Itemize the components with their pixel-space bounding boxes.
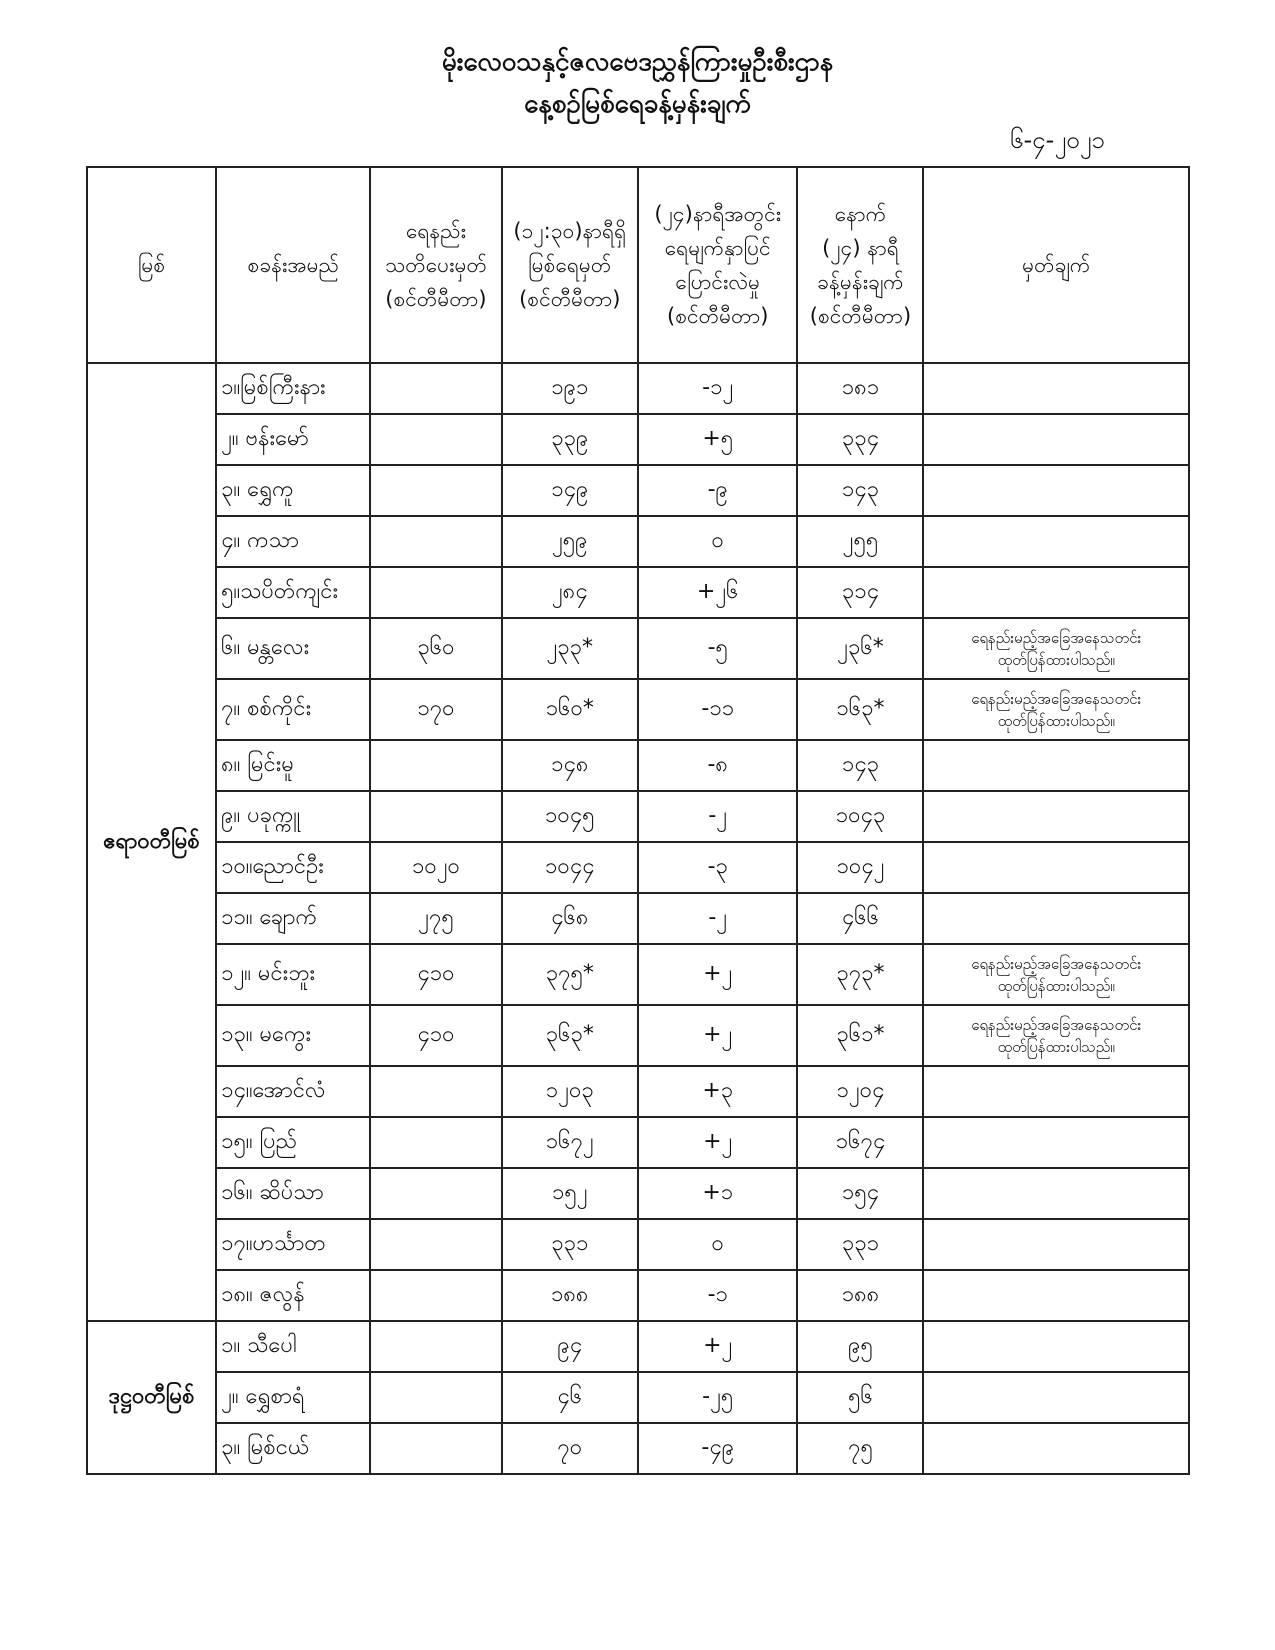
danger-level-cell [370,465,501,516]
header-line: (၂၄) နာရီ [822,236,899,260]
danger-level-cell [370,414,501,465]
forecast-cell: ၂၅၅ [797,516,923,567]
change-cell: +၂၆ [638,567,798,618]
remark-cell [923,414,1189,465]
remark-cell [923,1321,1189,1372]
table-row [87,1321,1189,1372]
observed-level-cell: ၂၈၄ [502,567,638,618]
danger-level-cell: ၁၀၂၀ [370,842,501,893]
forecast-cell: ၁၄၃ [797,465,923,516]
remark-cell [923,618,1189,679]
header-line: (၁၂:၃၀)နာရီရှိ [513,219,627,243]
station-name-cell: ၆။ မန္တလေး [216,618,370,679]
danger-level-cell: ၃၆၀ [370,618,501,679]
change-cell: +၂ [638,944,798,1005]
remark-cell [923,516,1189,567]
table-row [87,567,1189,618]
station-name-cell: ၄။ ကသာ [216,516,370,567]
header-line: ပြောင်းလဲမှု [675,270,761,294]
forecast-cell: ၁၀၄၂ [797,842,923,893]
station-name-cell: ၇။ စစ်ကိုင်း [216,679,370,740]
forecast-cell: ၁၈၁ [797,363,923,414]
forecast-cell: ၃၇၃* [797,944,923,1005]
header-line: (စင်တီမီတာ) [667,304,769,328]
header-danger-level [370,167,501,363]
header-line: နောက် [834,202,887,226]
table-row [87,1168,1189,1219]
remark-cell [923,1372,1189,1423]
remark-cell [923,893,1189,944]
observed-level-cell: ၇၀ [502,1423,638,1474]
table-row [87,944,1189,1005]
river-name-cell: ဧရာဝတီမြစ် [87,363,216,1321]
table-row [87,414,1189,465]
remark-cell [923,1219,1189,1270]
change-cell: +၂ [638,1005,798,1066]
remark-cell [923,791,1189,842]
observed-level-cell: ၂၃၃* [502,618,638,679]
danger-level-cell [370,363,501,414]
observed-level-cell: ၃၇၅* [502,944,638,1005]
danger-level-cell [370,1270,501,1321]
remark-line: ရေနည်းမည့်အခြေအနေသတင်း [971,954,1142,973]
table-row [87,679,1189,740]
header-line: စခန်းအမည် [247,253,339,277]
table-row [87,740,1189,791]
forecast-cell: ၁၀၄၃ [797,791,923,842]
remark-cell [923,465,1189,516]
page-subtitle: နေ့စဉ်မြစ်ရေခန့်မှန်းချက် [524,89,751,119]
table-row [87,1372,1189,1423]
observed-level-cell: ၂၅၉ [502,516,638,567]
change-cell: -၁ [638,1270,798,1321]
change-cell: -၁၁ [638,679,798,740]
header-line: ရေနည်း [405,219,466,243]
forecast-cell: ၁၆၇၄ [797,1117,923,1168]
observed-level-cell: ၁၀၄၄ [502,842,638,893]
header-24h-change [638,167,798,363]
forecast-cell: ၄၆၆ [797,893,923,944]
header-line: မြစ် [137,253,166,277]
table-row [87,363,1189,414]
danger-level-cell: ၂၇၅ [370,893,501,944]
change-cell: -၂ [638,893,798,944]
station-name-cell: ၃။ ရွှေကူ [216,465,370,516]
table-row [87,618,1189,679]
table-row [87,893,1189,944]
remark-cell [923,1005,1189,1066]
station-name-cell: ၅။သပိတ်ကျင်း [216,567,370,618]
remark-line: ရေနည်းမည့်အခြေအနေသတင်း [971,628,1142,647]
station-name-cell: ၁၀။ညောင်ဦး [216,842,370,893]
observed-level-cell: ၁၄၉ [502,465,638,516]
observed-level-cell: ၁၈၈ [502,1270,638,1321]
danger-level-cell: ၄၁၀ [370,944,501,1005]
remark-cell [923,679,1189,740]
change-cell: -၂၅ [638,1372,798,1423]
danger-level-cell [370,1117,501,1168]
danger-level-cell [370,516,501,567]
station-name-cell: ၁၅။ ပြည် [216,1117,370,1168]
station-name-cell: ၉။ ပခုက္ကူ [216,791,370,842]
change-cell: +၂ [638,1321,798,1372]
danger-level-cell [370,1066,501,1117]
forecast-cell: ၁၄၃ [797,740,923,791]
observed-level-cell: ၁၆၇၂ [502,1117,638,1168]
danger-level-cell [370,1219,501,1270]
header-24h-forecast [797,167,923,363]
header-observed-level [502,167,638,363]
observed-level-cell: ၃၃၁ [502,1219,638,1270]
table-row [87,1219,1189,1270]
table-row [87,1423,1189,1474]
table-row [87,1117,1189,1168]
header-station [216,167,370,363]
change-cell: +၃ [638,1066,798,1117]
danger-level-cell [370,567,501,618]
danger-level-cell [370,1372,501,1423]
river-forecast-table [86,166,1190,1475]
station-name-cell: ၁။မြစ်ကြီးနား [216,363,370,414]
observed-level-cell: ၃၆၃* [502,1005,638,1066]
table-row [87,465,1189,516]
table-row [87,1270,1189,1321]
table-row [87,791,1189,842]
remark-line: ထုတ်ပြန်ထားပါသည်။ [997,976,1115,995]
forecast-cell: ၁၂၀၄ [797,1066,923,1117]
danger-level-cell [370,740,501,791]
remark-cell [923,1168,1189,1219]
observed-level-cell: ၁၅၂ [502,1168,638,1219]
observed-level-cell: ၁၄၈ [502,740,638,791]
report-date: ၆-၄-၂၀၂၁ [1010,126,1105,154]
change-cell: ၀ [638,516,798,567]
forecast-cell: ၁၆၃* [797,679,923,740]
change-cell: -၂ [638,791,798,842]
river-name-cell: ဒုဋ္ဌဝတီမြစ် [87,1321,216,1474]
remark-cell [923,740,1189,791]
table-row [87,842,1189,893]
danger-level-cell: ၄၁၀ [370,1005,501,1066]
forecast-cell: ၃၆၁* [797,1005,923,1066]
change-cell: +၂ [638,1117,798,1168]
change-cell: +၁ [638,1168,798,1219]
remark-cell [923,1117,1189,1168]
observed-level-cell: ၁၂၀၃ [502,1066,638,1117]
observed-level-cell: ၉၄ [502,1321,638,1372]
remark-cell [923,1423,1189,1474]
remark-line: ထုတ်ပြန်ထားပါသည်။ [997,711,1115,730]
station-name-cell: ၁၆။ ဆိပ်သာ [216,1168,370,1219]
danger-level-cell: ၁၇၀ [370,679,501,740]
table-row [87,1066,1189,1117]
station-name-cell: ၂။ ရွှေစာရံ [216,1372,370,1423]
observed-level-cell: ၄၆၈ [502,893,638,944]
observed-level-cell: ၄၆ [502,1372,638,1423]
table-row [87,1005,1189,1066]
remark-cell [923,944,1189,1005]
change-cell: -၅ [638,618,798,679]
station-name-cell: ၁၈။ ဇလွန် [216,1270,370,1321]
station-name-cell: ၁၂။ မင်းဘူး [216,944,370,1005]
forecast-cell: ၃၁၄ [797,567,923,618]
remark-cell [923,567,1189,618]
observed-level-cell: ၁၆၀* [502,679,638,740]
station-name-cell: ၁၄။အောင်လံ [216,1066,370,1117]
remark-line: ရေနည်းမည့်အခြေအနေသတင်း [971,1015,1142,1034]
station-name-cell: ၁၃။ မကွေး [216,1005,370,1066]
header-line: ခန့်မှန်းချက် [817,270,904,294]
station-name-cell: ၈။ မြင်းမူ [216,740,370,791]
forecast-cell: ၁၅၄ [797,1168,923,1219]
table-body [87,363,1189,1474]
header-line: မှတ်ချက် [1022,253,1091,277]
header-line: မြစ်ရေမှတ် [528,253,612,277]
header-line: (၂၄)နာရီအတွင်း [654,202,782,226]
danger-level-cell [370,791,501,842]
forecast-cell: ၉၅ [797,1321,923,1372]
station-name-cell: ၁၇။ဟင်္သာတ [216,1219,370,1270]
header-river [87,167,216,363]
header-line: (စင်တီမီတာ) [385,287,487,311]
forecast-cell: ၂၃၆* [797,618,923,679]
observed-level-cell: ၁၉၁ [502,363,638,414]
remark-line: ရေနည်းမည့်အခြေအနေသတင်း [971,689,1142,708]
danger-level-cell [370,1423,501,1474]
header-remarks [923,167,1189,363]
station-name-cell: ၁၁။ ချောက် [216,893,370,944]
forecast-cell: ၁၈၈ [797,1270,923,1321]
forecast-cell: ၃၃၁ [797,1219,923,1270]
header-line: သတိပေးမှတ် [384,253,487,277]
change-cell: -၃ [638,842,798,893]
table-header-row [87,167,1189,363]
remark-cell [923,363,1189,414]
header-line: (စင်တီမီတာ) [519,287,621,311]
danger-level-cell [370,1321,501,1372]
station-name-cell: ၃။ မြစ်ငယ် [216,1423,370,1474]
station-name-cell: ၂။ ဗန်းမော် [216,414,370,465]
forecast-cell: ၇၅ [797,1423,923,1474]
observed-level-cell: ၃၃၉ [502,414,638,465]
change-cell: -၈ [638,740,798,791]
observed-level-cell: ၁၀၄၅ [502,791,638,842]
table-row [87,516,1189,567]
remark-cell [923,842,1189,893]
danger-level-cell [370,1168,501,1219]
forecast-cell: ၅၆ [797,1372,923,1423]
change-cell: +၅ [638,414,798,465]
remark-cell [923,1066,1189,1117]
change-cell: -၉ [638,465,798,516]
header-line: (စင်တီမီတာ) [809,304,912,328]
forecast-cell: ၃၃၄ [797,414,923,465]
station-name-cell: ၁။ သီပေါ [216,1321,370,1372]
remark-line: ထုတ်ပြန်ထားပါသည်။ [997,1037,1115,1056]
header-line: ရေမျက်နှာပြင် [664,236,771,260]
change-cell: -၄၉ [638,1423,798,1474]
remark-line: ထုတ်ပြန်ထားပါသည်။ [997,650,1115,669]
page-title: မိုးလေဝသနှင့်ဇလဗေဒညွှန်ကြားမှုဦးစီးဌာန [441,47,834,77]
change-cell: ၀ [638,1219,798,1270]
remark-cell [923,1270,1189,1321]
change-cell: -၁၂ [638,363,798,414]
